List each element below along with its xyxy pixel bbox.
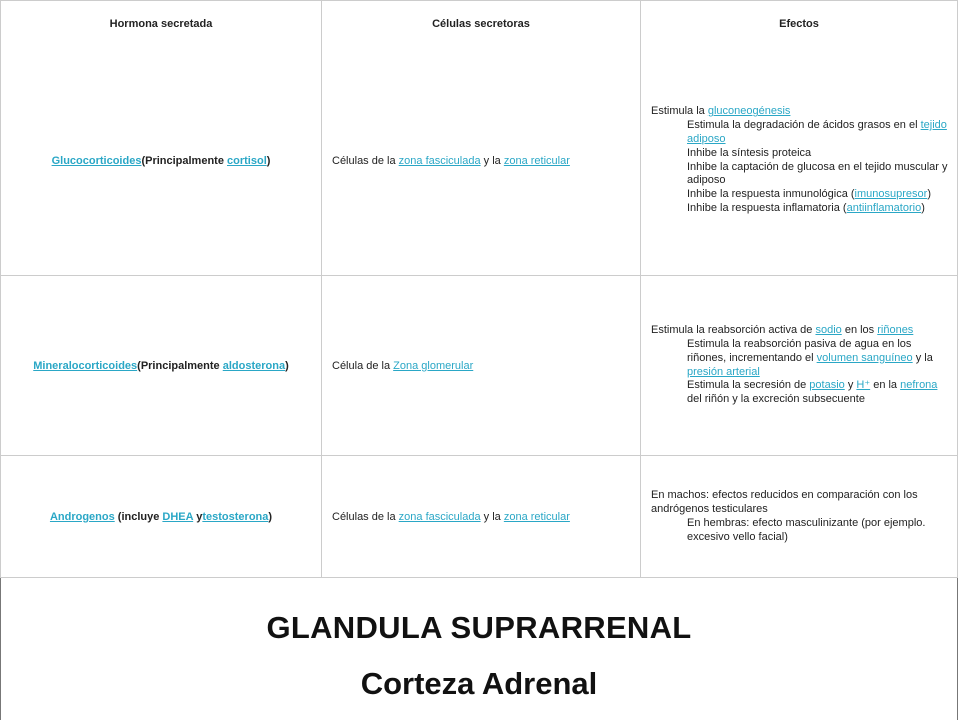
effect-item: Inhibe la respuesta inflamatoria (antiinflamatorio)	[687, 201, 925, 214]
glucocorticoides-link[interactable]: Glucocorticoides	[51, 154, 142, 167]
gluconeogenesis-link[interactable]: gluconeogénesis	[707, 105, 791, 118]
banner-title: GLANDULA SUPRARRENAL	[266, 610, 692, 645]
effect-item: En machos: efectos reducidos en comparación con los andrógenos testiculares	[651, 489, 918, 516]
table-row-1-cells: Células de la zona fasciculada y la zona reticular	[332, 154, 570, 167]
zona-reticular-link[interactable]: zona reticular	[503, 154, 570, 167]
effect-item: Estimula la secresión de potasio y H⁺ en la nefrona del riñón y la excreción subsecuente	[687, 379, 938, 406]
potasio-link[interactable]: potasio	[809, 379, 845, 392]
tejido-adiposo-link[interactable]: tejido adiposo	[687, 119, 947, 145]
volumen-sanguineo-link[interactable]: volumen sanguíneo	[816, 351, 913, 364]
zona-glomerular-link[interactable]: Zona glomerular	[393, 359, 474, 372]
header-hormone: Hormona secretada	[1, 1, 321, 46]
mineralocorticoides-link[interactable]: Mineralocorticoides	[33, 359, 138, 372]
header-cells: Células secretoras	[322, 1, 640, 46]
title-banner	[0, 578, 958, 720]
effect-item: Inhibe la captación de glucosa en el tejido muscular y adiposo	[687, 160, 948, 187]
effect-item: En hembras: efecto masculinizante (por ejemplo. excesivo vello facial)	[687, 517, 926, 543]
antiinflamatorio-link[interactable]: antiinflamatorio	[846, 201, 922, 214]
effect-item: Inhibe la respuesta inmunológica (imunosupresor)	[687, 188, 931, 201]
imunosupresor-link[interactable]: imunosupresor	[854, 188, 928, 201]
androgenos-link[interactable]: Androgenos	[49, 511, 115, 523]
table-row-1-hormone: Glucocorticoides(Principalmente cortisol)	[51, 154, 271, 167]
table-row-3-hormone: Androgenos (incluye DHEA ytestosterona)	[49, 511, 273, 523]
dhea-link[interactable]: DHEA	[162, 511, 194, 523]
table-row-2-effects	[641, 276, 959, 455]
cortisol-link[interactable]: cortisol	[227, 154, 267, 167]
effect-item: Estimula la gluconeogénesis	[651, 105, 791, 118]
banner-subtitle: Corteza Adrenal	[360, 666, 598, 701]
effect-item: Estimula la reabsorción activa de sodio en los riñones	[651, 324, 914, 337]
sodio-link[interactable]: sodio	[815, 324, 842, 337]
effect-item: Estimula la reabsorción pasiva de agua en los riñones, incrementando el volumen sanguíneo y la presión arterial	[687, 337, 933, 378]
nefrona-link[interactable]: nefrona	[900, 379, 938, 392]
presion-arterial-link[interactable]: presión arterial	[687, 365, 760, 378]
zona-reticular-link[interactable]: zona reticular	[503, 511, 570, 523]
aldosterona-link[interactable]: aldosterona	[222, 359, 286, 372]
effect-item: Inhibe la síntesis proteica	[687, 146, 812, 159]
zona-fasciculada-link[interactable]: zona fasciculada	[398, 511, 481, 523]
table-row-2-hormone: Mineralocorticoides(Principalmente aldosterona)	[33, 359, 289, 372]
testosterona-link[interactable]: testosterona	[202, 511, 269, 523]
table-row-3-cells: Células de la zona fasciculada y la zona reticular	[332, 511, 570, 523]
effect-item: Estimula la degradación de ácidos grasos en el tejido adiposo	[687, 119, 947, 145]
table-row-1-effects	[641, 46, 959, 275]
table-row-3-effects	[641, 456, 959, 578]
zona-fasciculada-link[interactable]: zona fasciculada	[398, 154, 481, 167]
rinones-link[interactable]: riñones	[877, 324, 914, 337]
hidrogeno-link[interactable]: H⁺	[856, 379, 871, 392]
header-effects: Efectos	[641, 1, 957, 46]
table-row-2-cells: Célula de la Zona glomerular	[332, 359, 474, 372]
